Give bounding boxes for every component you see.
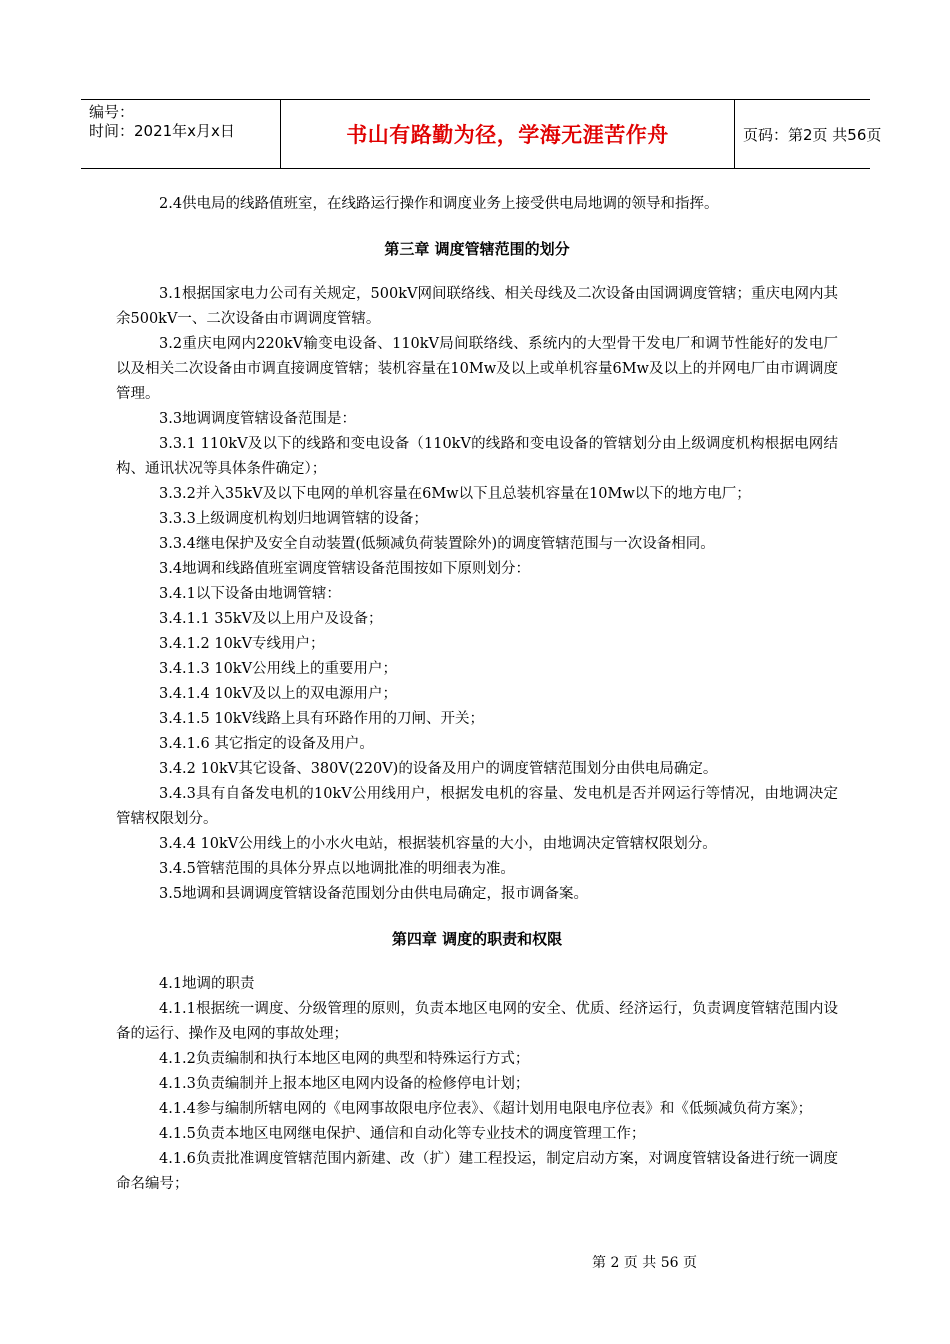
paragraph-3-4-1-3: 3.4.1.3 10kV公用线上的重要用户； [159,661,398,677]
paragraph-3-3: 3.3地调调度管辖设备范围是： [159,411,357,427]
paragraph-3-4-1: 3.4.1以下设备由地调管辖： [159,586,341,602]
chapter-4-title: 第四章 调度的职责和权限 [391,930,563,948]
page-footer: 第 2 页 共 56 页 [592,1255,697,1271]
page-label: 页码：第2页 共56页 [743,125,882,144]
paragraph-3-3-4: 3.3.4继电保护及安全自动装置(低频减负荷装置除外)的调度管辖范围与一次设备相同。 [159,536,715,552]
paragraph-3-3-3: 3.3.3上级调度机构划归地调管辖的设备； [159,511,428,527]
chapter-3-title: 第三章 调度管辖范围的划分 [384,240,570,258]
paragraph-3-4-1-1: 3.4.1.1 35kV及以上用户及设备； [159,611,383,627]
paragraph-3-3-1: 3.3.1 110kV及以下的线路和变电设备（110kV的线路和变电设备的管辖划分由上级调度机构根据电网结构、通讯状况等具体条件确定）； [116,436,838,477]
paragraph-3-4-2: 3.4.2 10kV其它设备、380V(220V)的设备及用户的调度管辖范围划分由供电局确定。 [159,761,718,777]
header-page-cell [735,100,882,168]
paragraph-4-1-1: 4.1.1根据统一调度、分级管理的原则，负责本地区电网的安全、优质、经济运行，负责调度管辖范围内设备的运行、操作及电网的事故处理； [116,1001,838,1042]
paragraph-3-5: 3.5地调和县调调度管辖设备范围划分由供电局确定，报市调备案。 [159,886,589,902]
header-motto-cell [281,100,735,168]
document-body [116,192,838,1197]
paragraph-3-4-3: 3.4.3具有自备发电机的10kV公用线用户，根据发电机的容量、发电机是否并网运行等情况，由地调决定管辖权限划分。 [116,786,838,827]
header-table [81,99,882,169]
paragraph-4-1-3: 4.1.3负责编制并上报本地区电网内设备的检修停电计划； [159,1076,530,1092]
paragraph-4-1-2: 4.1.2负责编制和执行本地区电网的典型和特殊运行方式； [159,1051,530,1067]
paragraph-3-2: 3.2重庆电网内220kV输变电设备、110kV局间联络线、系统内的大型骨干发电厂和调节性能好的发电厂以及相关二次设备由市调直接调度管辖；装机容量在10Mw及以上或单机容量6Mw及以上的并网电厂由市调调度管理。 [116,336,838,402]
paragraph-3-4-1-2: 3.4.1.2 10kV专线用户； [159,636,325,652]
paragraph-3-4-1-4: 3.4.1.4 10kV及以上的双电源用户； [159,686,398,702]
paragraph-4-1: 4.1地调的职责 [159,976,255,992]
paragraph-3-3-2: 3.3.2并入35kV及以下电网的单机容量在6Mw以下且总装机容量在10Mw以下的地方电厂； [159,486,751,502]
header-info-cell [81,100,281,168]
time-label: 时间：2021年x月x日 [89,122,235,140]
motto-text: 书山有路勤为径，学海无涯苦作舟 [346,123,669,147]
paragraph-3-4-5: 3.4.5管辖范围的具体分界点以地调批准的明细表为准。 [159,861,515,877]
paragraph-3-4: 3.4地调和线路值班室调度管辖设备范围按如下原则划分： [159,561,531,577]
paragraph-3-1: 3.1根据国家电力公司有关规定，500kV网间联络线、相关母线及二次设备由国调调度管辖；重庆电网内其余500kV一、二次设备由市调调度管辖。 [116,286,838,327]
paragraph-4-1-6: 4.1.6负责批准调度管辖范围内新建、改（扩）建工程投运，制定启动方案，对调度管辖设备进行统一调度命名编号； [116,1151,838,1192]
paragraph-3-4-1-5: 3.4.1.5 10kV线路上具有环路作用的刀闸、开关； [159,711,485,727]
paragraph-3-4-4: 3.4.4 10kV公用线上的小水火电站，根据装机容量的大小，由地调决定管辖权限划分。 [159,836,717,852]
number-label: 编号： [89,103,135,121]
paragraph-2-4: 2.4供电局的线路值班室，在线路运行操作和调度业务上接受供电局地调的领导和指挥。 [159,196,719,212]
paragraph-4-1-5: 4.1.5负责本地区电网继电保护、通信和自动化等专业技术的调度管理工作； [159,1126,646,1142]
paragraph-4-1-4: 4.1.4参与编制所辖电网的《电网事故限电序位表》、《超计划用电限电序位表》和《低频减负荷方案》； [159,1101,813,1117]
paragraph-3-4-1-6: 3.4.1.6 其它指定的设备及用户。 [159,736,374,752]
